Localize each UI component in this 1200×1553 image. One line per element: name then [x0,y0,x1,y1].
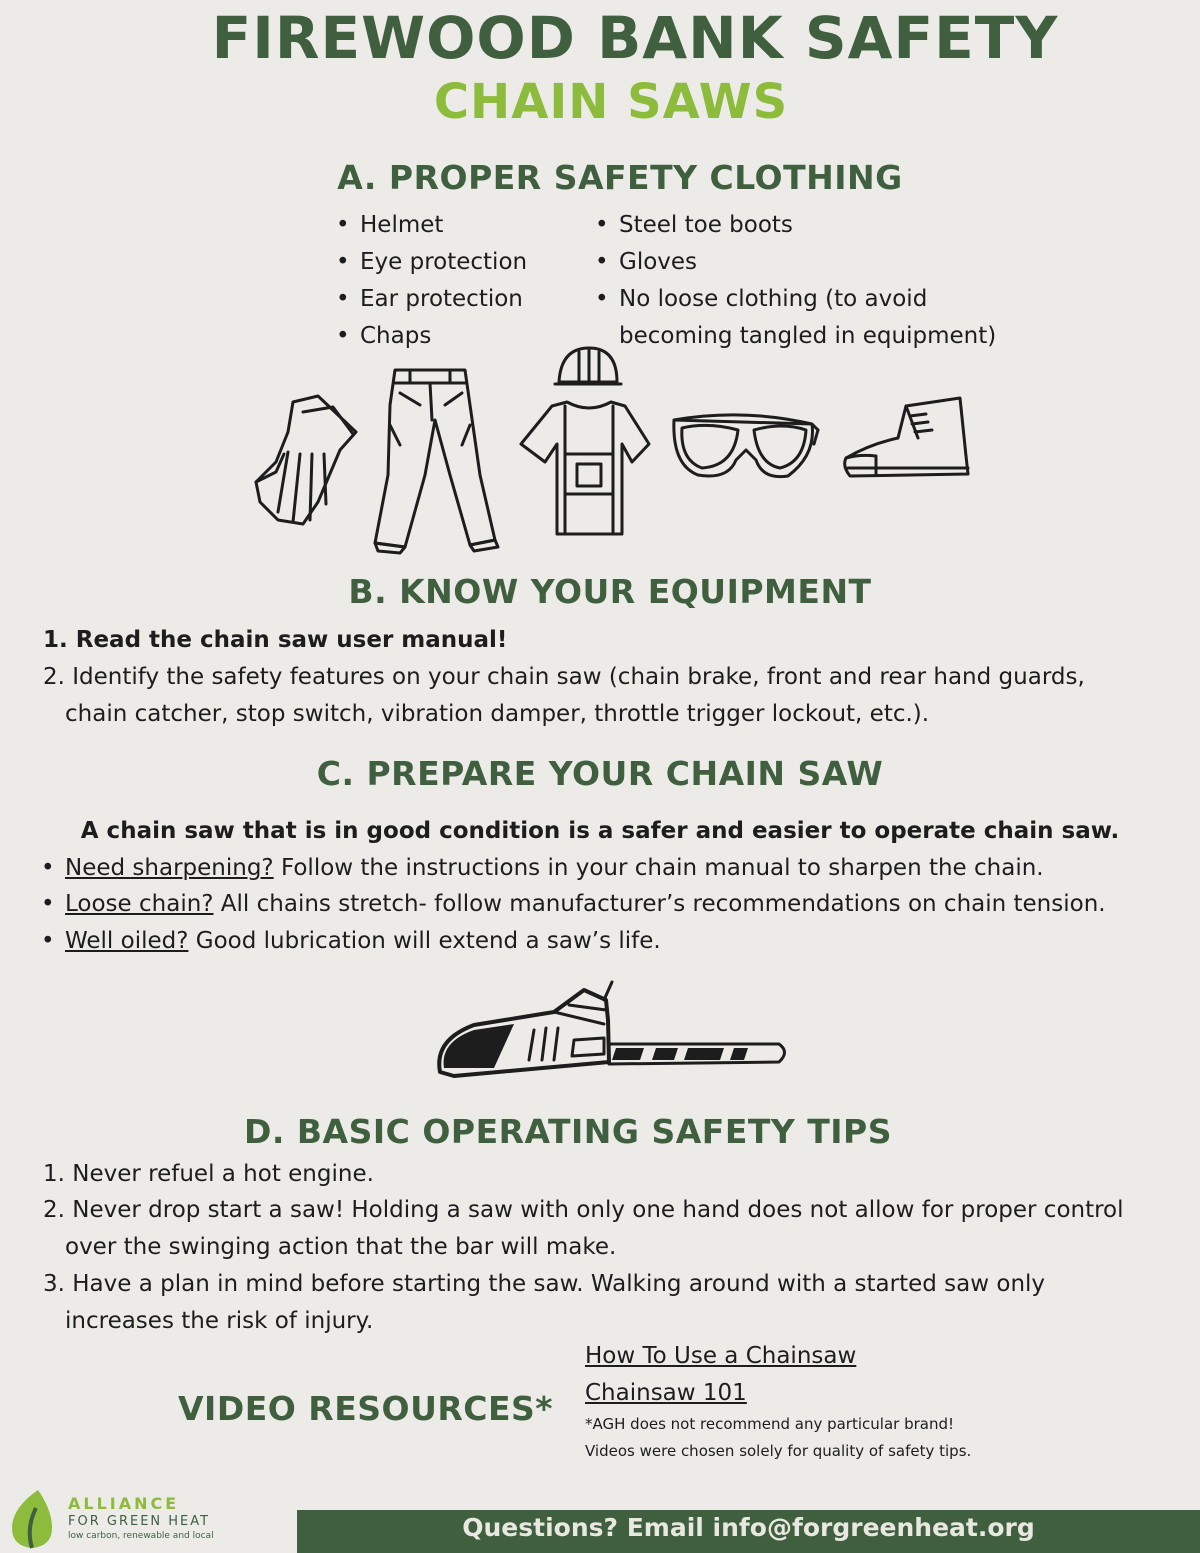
clothing-item: • No loose clothing (to avoid [619,281,927,318]
chainsaw-tip [65,923,661,960]
video-resources-heading: VIDEO RESOURCES* [178,1389,554,1428]
operating-tip-continued: increases the risk of injury. [65,1308,374,1334]
operating-tip: 3. Have a plan in mind before starting the saw. Walking around with a started saw only [43,1271,1046,1297]
gloves-icon [248,392,360,530]
logo-line-3: low carbon, renewable and local [68,1531,214,1541]
logo-line-2: FOR GREEN HEAT [68,1514,211,1529]
tip-text: Good lubrication will extend a saw’s life. [188,928,661,954]
video-note: *AGH does not recommend any particular brand! [585,1415,954,1433]
section-c-heading: C. PREPARE YOUR CHAIN SAW [316,754,884,793]
clothing-item: • Eye protection [360,244,527,281]
steel-toe-boot-icon [840,394,972,486]
tip-question: Loose chain? [65,891,214,917]
clothing-item: • Steel toe boots [619,207,793,244]
operating-tip-continued: over the swinging action that the bar will make. [65,1234,617,1260]
page-title: FIREWOOD BANK SAFETY [211,4,1059,72]
tip-text: Follow the instructions in your chain manual to sharpen the chain. [273,855,1044,881]
alliance-logo-icon [8,1488,54,1550]
pants-icon [370,365,502,555]
chainsaw-tip [65,886,1106,923]
operating-tip: 1. Never refuel a hot engine. [43,1161,374,1187]
equipment-item: 2. Identify the safety features on your chain saw (chain brake, front and rear hand guards, [43,664,1085,690]
clothing-item: • Ear protection [360,281,523,318]
section-d-heading: D. BASIC OPERATING SAFETY TIPS [243,1112,893,1151]
logo-line-1: ALLIANCE [68,1494,180,1513]
section-c-lead: A chain saw that is in good condition is a safer and easier to operate chain saw. [80,818,1120,844]
section-a-heading: A. PROPER SAFETY CLOTHING [337,158,903,197]
equipment-item: 1. Read the chain saw user manual! [43,627,508,653]
page-subtitle: CHAIN SAWS [433,74,789,130]
tip-question: Need sharpening? [65,855,274,881]
tip-text: All chains stretch- follow manufacturer’s recommendations on chain tension. [213,891,1106,917]
footer-contact[interactable]: Questions? Email info@forgreenheat.org [462,1513,1035,1542]
safety-glasses-icon [668,400,824,482]
operating-tip: 2. Never drop start a saw! Holding a saw with only one hand does not allow for proper control [43,1197,1124,1223]
section-b-heading: B. KNOW YOUR EQUIPMENT [348,572,872,611]
clothing-item-continued: becoming tangled in equipment) [619,323,997,349]
video-note: Videos were chosen solely for quality of safety tips. [585,1442,972,1460]
chainsaw-tip [65,850,1044,887]
video-link-chainsaw-101[interactable]: Chainsaw 101 [585,1380,747,1406]
tip-question: Well oiled? [65,928,189,954]
chainsaw-icon [434,980,790,1080]
clothing-item: • Chaps [360,318,431,355]
clothing-item: • Gloves [619,244,697,281]
clothing-item: • Helmet [360,207,443,244]
video-link-how-to-use[interactable]: How To Use a Chainsaw [585,1343,857,1369]
equipment-item-continued: chain catcher, stop switch, vibration damper, throttle trigger lockout, etc.). [65,701,930,727]
overalls-helmet-icon [517,344,651,544]
